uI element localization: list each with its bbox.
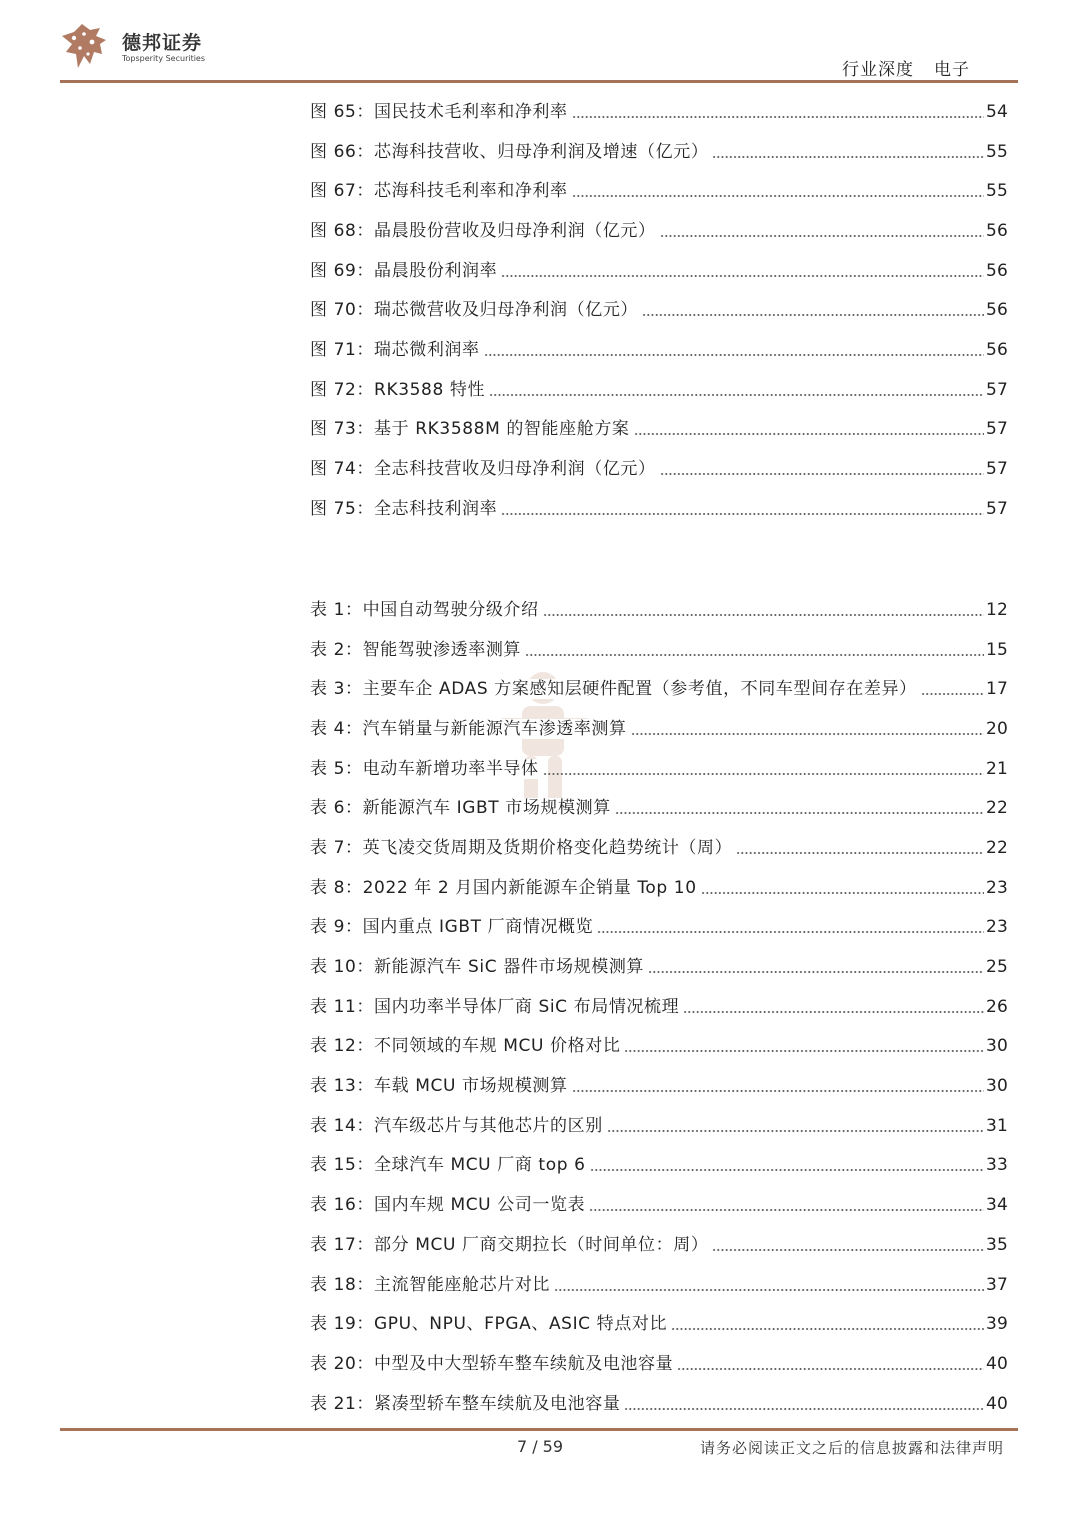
toc-entry-label: 表 16：国内车规 MCU 公司一览表 — [310, 1195, 586, 1216]
dot-leader — [921, 682, 984, 696]
toc-entry-table-21[interactable] — [310, 1384, 1008, 1424]
toc-entry-table-15[interactable] — [310, 1146, 1008, 1186]
toc-entry-page: 23 — [985, 877, 1008, 898]
toc-entry-label: 表 8：2022 年 2 月国内新能源车企销量 Top 10 — [310, 877, 697, 898]
toc-entry-label: 图 66：芯海科技营收、归母净利润及增速（亿元） — [310, 141, 709, 162]
toc-entry-label: 图 71：瑞芯微利润率 — [310, 339, 480, 360]
toc-entry-page: 30 — [985, 1036, 1008, 1057]
dot-leader — [677, 1357, 984, 1371]
toc-entry-figure-67[interactable] — [310, 171, 1008, 211]
toc-entry-table-2[interactable] — [310, 630, 1008, 670]
toc-entry-table-20[interactable] — [310, 1344, 1008, 1384]
toc-entry-page: 22 — [985, 798, 1008, 819]
dot-leader — [648, 960, 984, 974]
toc-entry-label: 表 1：中国自动驾驶分级介绍 — [310, 599, 539, 620]
dot-leader — [590, 1158, 984, 1172]
toc-entry-table-1[interactable] — [310, 590, 1008, 630]
dot-leader — [624, 1039, 984, 1053]
toc-entry-page: 56 — [985, 339, 1008, 360]
dot-leader — [642, 303, 984, 317]
toc-entry-page: 17 — [985, 679, 1008, 700]
toc-entry-label: 表 14：汽车级芯片与其他芯片的区别 — [310, 1115, 603, 1136]
brand-name-en: Topsperity Securities — [122, 54, 206, 63]
dot-leader — [607, 1119, 984, 1133]
dot-leader — [589, 1198, 984, 1212]
dot-leader — [597, 920, 984, 934]
toc-entry-page: 22 — [985, 837, 1008, 858]
toc-entry-label: 表 20：中型及中大型轿车整车续航及电池容量 — [310, 1353, 674, 1374]
dot-leader — [660, 224, 984, 238]
dot-leader — [501, 502, 984, 516]
dot-leader — [554, 1278, 984, 1292]
toc-entry-figure-65[interactable] — [310, 92, 1008, 132]
toc-entry-table-18[interactable] — [310, 1265, 1008, 1305]
toc-entry-page: 33 — [985, 1155, 1008, 1176]
toc-entry-figure-70[interactable] — [310, 290, 1008, 330]
category-label: 行业深度 — [842, 60, 914, 80]
dot-leader — [634, 422, 984, 436]
toc-entry-table-19[interactable] — [310, 1304, 1008, 1344]
toc-entry-page: 54 — [985, 101, 1008, 122]
toc-entry-page: 30 — [985, 1076, 1008, 1097]
toc-entry-table-8[interactable] — [310, 868, 1008, 908]
toc-entry-page: 57 — [985, 498, 1008, 519]
dot-leader — [484, 343, 984, 357]
dot-leader — [525, 643, 984, 657]
toc-entry-label: 图 72：RK3588 特性 — [310, 379, 486, 400]
toc-entry-table-5[interactable] — [310, 749, 1008, 789]
toc-entry-figure-75[interactable] — [310, 489, 1008, 529]
toc-entry-page: 31 — [985, 1115, 1008, 1136]
toc-entry-page: 25 — [985, 957, 1008, 978]
toc-entry-label: 图 68：晶晨股份营收及归母净利润（亿元） — [310, 220, 656, 241]
toc-entry-label: 表 19：GPU、NPU、FPGA、ASIC 特点对比 — [310, 1314, 668, 1335]
sector-label: 电子 — [934, 60, 970, 80]
toc-entry-figure-72[interactable] — [310, 370, 1008, 410]
dot-leader — [572, 1079, 984, 1093]
dot-leader — [701, 881, 984, 895]
toc-entry-label: 表 5：电动车新增功率半导体 — [310, 758, 539, 779]
toc-entry-page: 56 — [985, 220, 1008, 241]
toc-entry-table-6[interactable] — [310, 788, 1008, 828]
toc-entry-page: 26 — [985, 996, 1008, 1017]
toc-entry-page: 55 — [985, 181, 1008, 202]
toc-entry-table-17[interactable] — [310, 1225, 1008, 1265]
dot-leader — [712, 145, 984, 159]
toc-entry-label: 表 13：车载 MCU 市场规模测算 — [310, 1076, 568, 1097]
toc-entry-page: 40 — [985, 1393, 1008, 1414]
toc-entry-label: 表 21：紧凑型轿车整车续航及电池容量 — [310, 1393, 621, 1414]
toc-entry-page: 35 — [985, 1234, 1008, 1255]
table-list — [310, 590, 1008, 1423]
toc-entry-table-4[interactable] — [310, 709, 1008, 749]
logo-mark-icon — [60, 22, 112, 72]
toc-entry-label: 图 65：国民技术毛利率和净利率 — [310, 101, 568, 122]
toc-entry-label: 图 75：全志科技利润率 — [310, 498, 498, 519]
toc-entry-page: 15 — [985, 639, 1008, 660]
toc-entry-figure-73[interactable] — [310, 410, 1008, 450]
dot-leader — [631, 722, 984, 736]
toc-entry-page: 56 — [985, 260, 1008, 281]
toc-entry-label: 表 10：新能源汽车 SiC 器件市场规模测算 — [310, 957, 645, 978]
toc-entry-table-13[interactable] — [310, 1066, 1008, 1106]
toc-entry-page: 55 — [985, 141, 1008, 162]
toc-entry-label: 图 74：全志科技营收及归母净利润（亿元） — [310, 459, 656, 480]
toc-entry-table-14[interactable] — [310, 1106, 1008, 1146]
dot-leader — [624, 1397, 984, 1411]
dot-leader — [615, 801, 984, 815]
dot-leader — [660, 462, 984, 476]
report-category — [842, 55, 970, 80]
dot-leader — [489, 383, 984, 397]
dot-leader — [501, 264, 984, 278]
toc-entry-page: 57 — [985, 459, 1008, 480]
footer-divider — [60, 1428, 1018, 1431]
toc-entry-page: 39 — [985, 1314, 1008, 1335]
toc-entry-label: 表 4：汽车销量与新能源汽车渗透率测算 — [310, 718, 627, 739]
toc-entry-label: 表 2：智能驾驶渗透率测算 — [310, 639, 522, 660]
legal-disclaimer: 请务必阅读正文之后的信息披露和法律声明 — [699, 1439, 1004, 1457]
toc-entry-label: 表 18：主流智能座舱芯片对比 — [310, 1274, 551, 1295]
toc-entry-figure-71[interactable] — [310, 330, 1008, 370]
dot-leader — [572, 184, 984, 198]
toc-entry-page: 56 — [985, 300, 1008, 321]
toc-entry-label: 图 70：瑞芯微营收及归母净利润（亿元） — [310, 300, 639, 321]
toc-entry-page: 57 — [985, 379, 1008, 400]
toc-entry-label: 表 11：国内功率半导体厂商 SiC 布局情况梳理 — [310, 996, 680, 1017]
dot-leader — [543, 603, 984, 617]
toc-entry-label: 表 3：主要车企 ADAS 方案感知层硬件配置（参考值，不同车型间存在差异） — [310, 679, 917, 700]
toc-entry-label: 表 7：英飞凌交货周期及货期价格变化趋势统计（周） — [310, 837, 733, 858]
toc-entry-label: 表 9：国内重点 IGBT 厂商情况概览 — [310, 917, 594, 938]
toc-entry-figure-74[interactable] — [310, 449, 1008, 489]
page-number: 7 / 59 — [516, 1437, 564, 1456]
figure-list — [310, 92, 1008, 529]
toc-entry-page: 40 — [985, 1353, 1008, 1374]
toc-entry-page: 20 — [985, 718, 1008, 739]
brand-name-cn: 德邦证券 — [122, 32, 203, 54]
toc-entry-label: 表 12：不同领域的车规 MCU 价格对比 — [310, 1036, 621, 1057]
toc-entry-figure-69[interactable] — [310, 251, 1008, 291]
company-logo — [60, 22, 260, 72]
toc-entry-label: 表 15：全球汽车 MCU 厂商 top 6 — [310, 1155, 586, 1176]
dot-leader — [683, 1000, 984, 1014]
dot-leader — [736, 841, 984, 855]
dot-leader — [712, 1238, 984, 1252]
toc-entry-page: 23 — [985, 917, 1008, 938]
page-header — [0, 0, 1080, 84]
toc-entry-table-7[interactable] — [310, 828, 1008, 868]
toc-entry-page: 57 — [985, 419, 1008, 440]
toc-entry-table-10[interactable] — [310, 947, 1008, 987]
toc-entry-figure-66[interactable] — [310, 132, 1008, 172]
toc-entry-table-12[interactable] — [310, 1027, 1008, 1067]
toc-entry-label: 图 67：芯海科技毛利率和净利率 — [310, 181, 568, 202]
header-divider — [60, 80, 1018, 83]
dot-leader — [543, 762, 984, 776]
toc-entry-table-3[interactable] — [310, 669, 1008, 709]
toc-entry-label: 图 69：晶晨股份利润率 — [310, 260, 498, 281]
toc-entry-table-9[interactable] — [310, 908, 1008, 948]
toc-entry-page: 34 — [985, 1195, 1008, 1216]
toc-entry-page: 21 — [985, 758, 1008, 779]
dot-leader — [671, 1317, 984, 1331]
toc-entry-label: 图 73：基于 RK3588M 的智能座舱方案 — [310, 419, 630, 440]
toc-entry-table-11[interactable] — [310, 987, 1008, 1027]
toc-entry-page: 12 — [985, 599, 1008, 620]
toc-entry-page: 37 — [985, 1274, 1008, 1295]
toc-entry-table-16[interactable] — [310, 1185, 1008, 1225]
dot-leader — [572, 105, 984, 119]
toc-entry-label: 表 6：新能源汽车 IGBT 市场规模测算 — [310, 798, 611, 819]
toc-entry-figure-68[interactable] — [310, 211, 1008, 251]
toc-entry-label: 表 17：部分 MCU 厂商交期拉长（时间单位：周） — [310, 1234, 709, 1255]
